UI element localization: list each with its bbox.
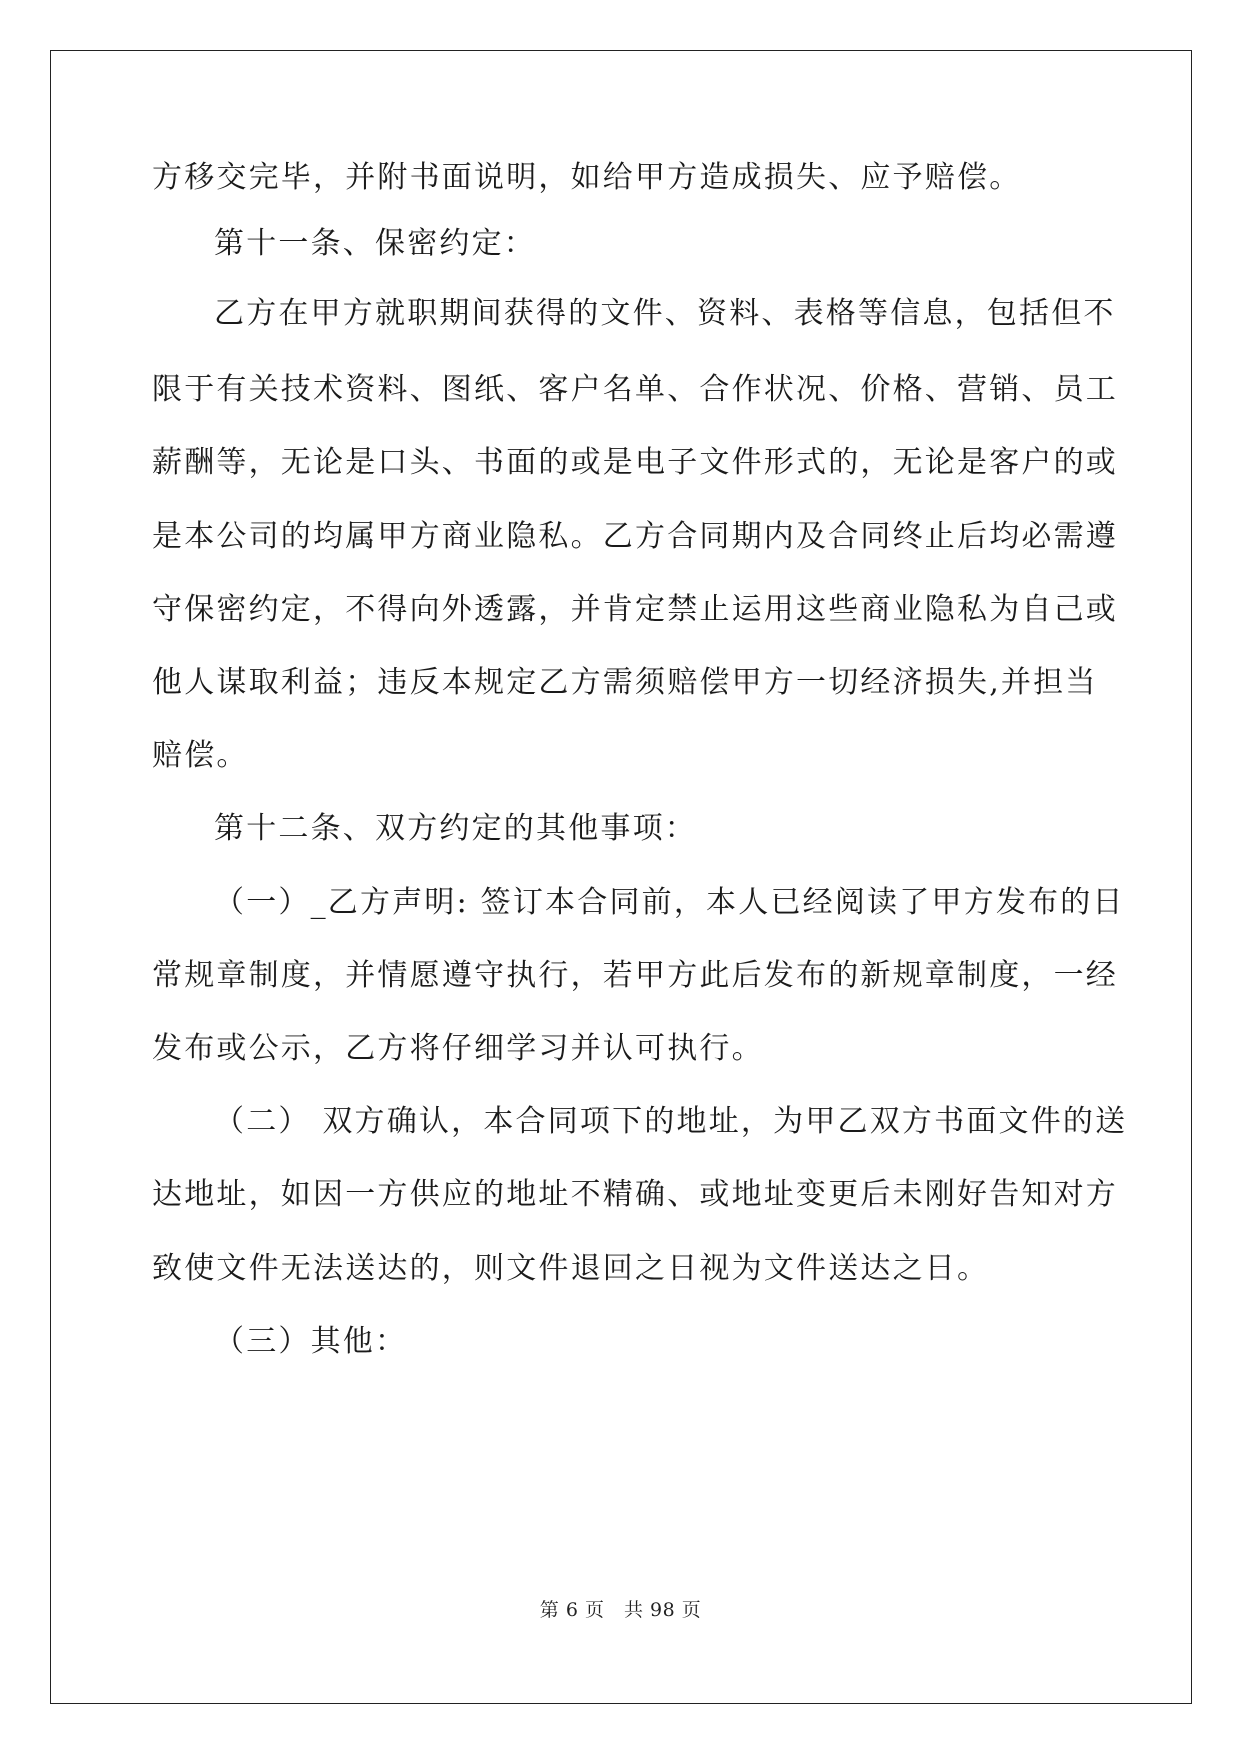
- text-line: 发布或公示，乙方将仔细学习并认可执行。: [152, 1031, 764, 1066]
- page-number-footer: 第 6 页 共 98 页: [539, 1599, 702, 1621]
- text-line: 致使文件无法送达的，则文件退回之日视为文件送达之日。: [152, 1251, 990, 1286]
- text-line: （三）其他：: [214, 1324, 408, 1359]
- text-line: 薪酬等，无论是口头、书面的或是电子文件形式的，无论是客户的或: [152, 445, 1118, 480]
- text-line: 赔偿。: [152, 738, 249, 773]
- text-line: 达地址，如因一方供应的地址不精确、或地址变更后未刚好告知对方: [152, 1177, 1118, 1212]
- text-line: 常规章制度，并情愿遵守执行，若甲方此后发布的新规章制度，一经: [152, 958, 1118, 993]
- text-line: 他人谋取利益；违反本规定乙方需须赔偿甲方一切经济损失,并担当: [152, 665, 1098, 700]
- section-heading: 第十二条、双方约定的其他事项：: [214, 811, 697, 846]
- text-line: 限于有关技术资料、图纸、客户名单、合作状况、价格、营销、员工: [152, 372, 1118, 407]
- text-line: 方移交完毕，并附书面说明，如给甲方造成损失、应予赔偿。: [152, 160, 1022, 195]
- text-line: 是本公司的均属甲方商业隐私。乙方合同期内及合同终止后均必需遵: [152, 519, 1118, 554]
- text-line: （二） 双方确认，本合同项下的地址，为甲乙双方书面文件的送: [214, 1104, 1128, 1139]
- text-line: 乙方在甲方就职期间获得的文件、资料、表格等信息，包括但不: [214, 296, 1116, 331]
- section-heading: 第十一条、保密约定：: [214, 226, 536, 261]
- text-line: 守保密约定，不得向外透露，并肯定禁止运用这些商业隐私为自己或: [152, 592, 1118, 627]
- text-line: （一）_乙方声明: 签订本合同前，本人已经阅读了甲方发布的日: [214, 885, 1125, 920]
